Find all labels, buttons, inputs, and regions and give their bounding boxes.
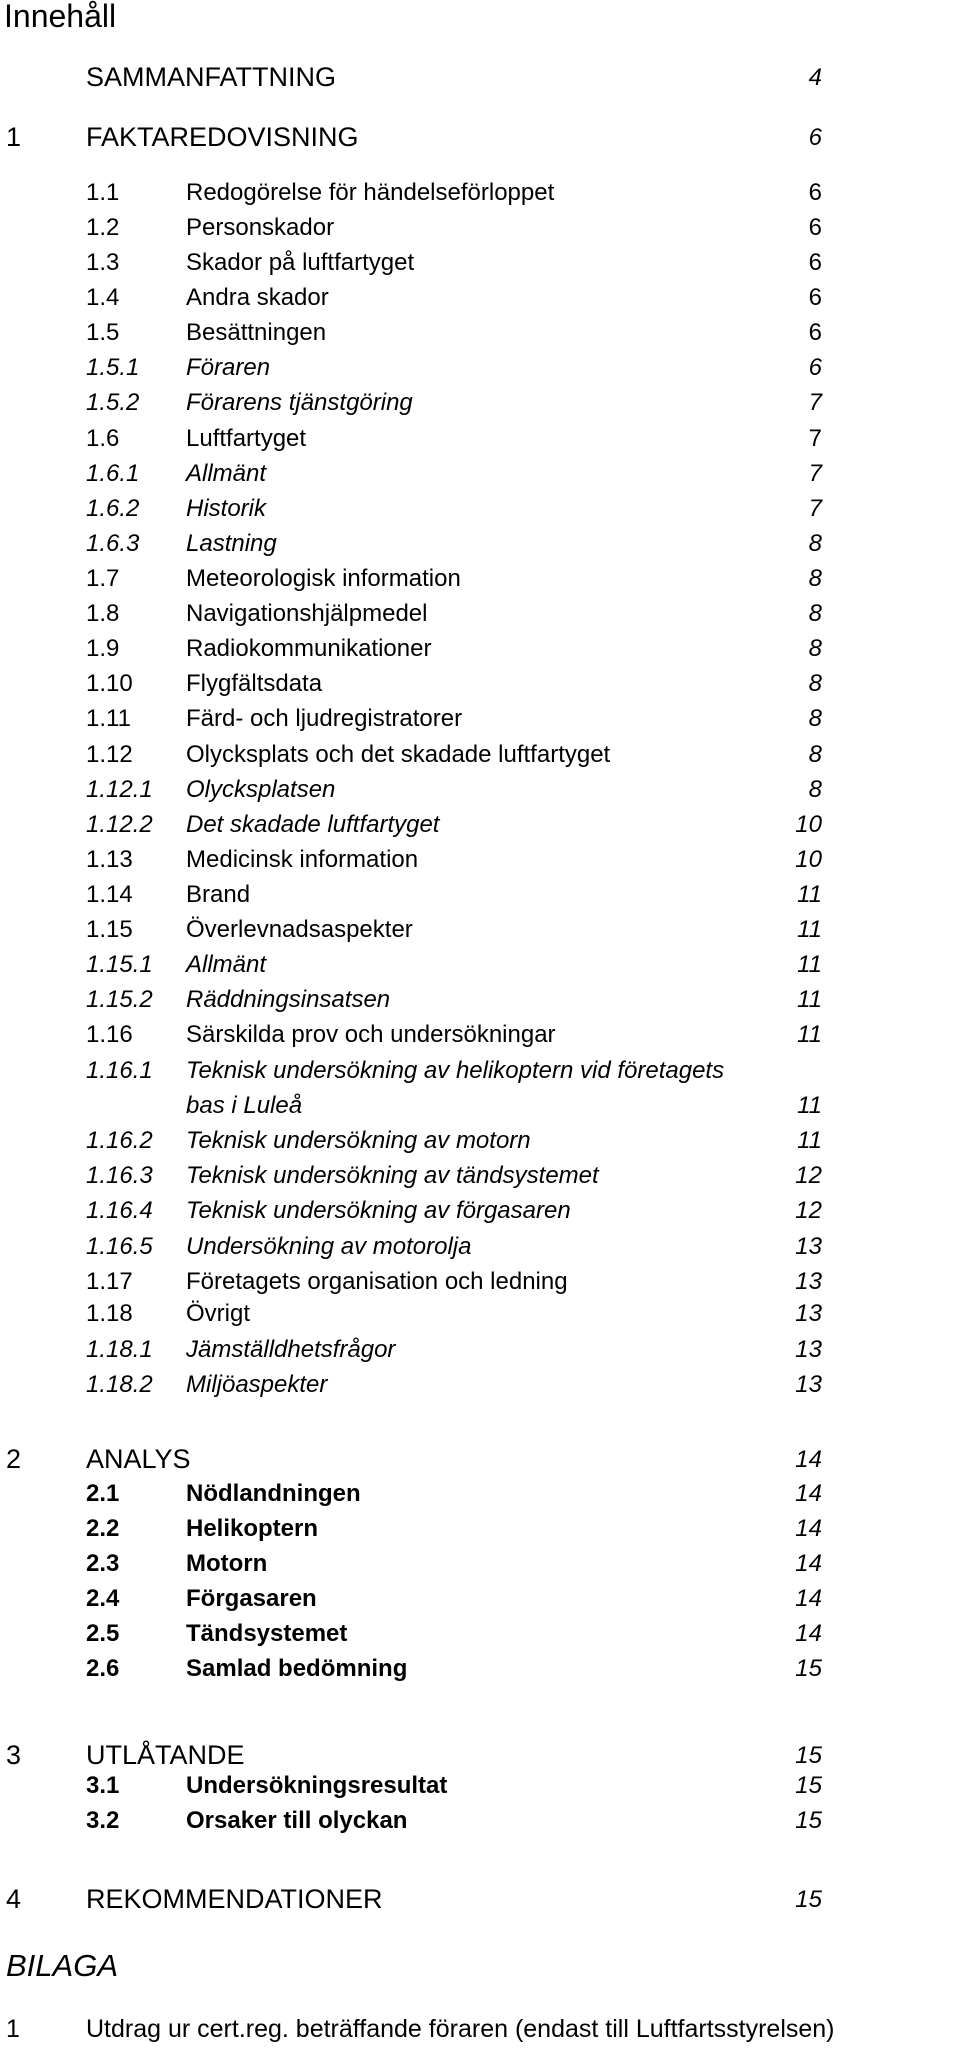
toc-entry-page: 10 [795,811,822,838]
toc-entry-page: 10 [795,846,822,873]
toc-entry-page: 8 [808,635,822,662]
toc-section-page: 6 [808,124,822,151]
toc-entry-label: Redogörelse för händelseförloppet [186,179,555,206]
toc-entry-label: Jämställdhetsfrågor [186,1336,396,1363]
toc-entry-number: 1.5.1 [86,354,140,381]
toc-entry-number: 1.6.3 [86,530,140,557]
toc-entry-number: 1.8 [86,600,120,627]
toc-entry-number: 1.16.2 [86,1127,153,1154]
toc-entry-label: Teknisk undersökning av förgasaren [186,1197,571,1224]
toc-entry-number: 2.4 [86,1585,120,1612]
toc-entry-page: 11 [797,881,822,908]
toc-entry-label: Tändsystemet [186,1620,348,1647]
toc-entry-page: 7 [808,425,822,452]
toc-entry-label: Förgasaren [186,1585,317,1612]
toc-entry-page: 11 [797,1127,822,1154]
toc-entry-number: 2.3 [86,1550,120,1577]
toc-entry-number: 2.6 [86,1655,120,1682]
toc-entry-label: Allmänt [186,460,267,487]
toc-entry-page: 12 [795,1162,822,1189]
toc-entry-number: 1.6 [86,425,120,452]
toc-entry-page: 11 [797,1092,822,1119]
toc-entry-page: 14 [795,1480,822,1507]
toc-entry-label: Meteorologisk information [186,565,461,592]
toc-entry-number: 1.5.2 [86,389,140,416]
toc-entry-number: 1.16.5 [86,1233,153,1260]
appendix-heading: BILAGA [6,1948,118,1983]
toc-entry-page: 8 [808,565,822,592]
toc-entry-page: 6 [808,214,822,241]
toc-entry-number: 1.3 [86,249,120,276]
toc-entry-label: Personskador [186,214,335,241]
toc-entry-label: Särskilda prov och undersökningar [186,1021,556,1048]
toc-entry-page: 8 [808,741,822,768]
toc-entry-page: 6 [808,284,822,311]
appendix-item-label: Utdrag ur cert.reg. beträffande föraren (endast till Luftfartsstyrelsen) [86,2015,835,2043]
toc-entry-label: Samlad bedömning [186,1655,408,1682]
toc-section-label: UTLÅTANDE [86,1740,245,1770]
toc-entry-label: Lastning [186,530,277,557]
toc-entry-page: 15 [795,1772,822,1799]
toc-entry-label: Miljöaspekter [186,1371,328,1398]
toc-entry-label: Brand [186,881,251,908]
toc-entry-label: Teknisk undersökning av motorn [186,1127,531,1154]
toc-entry-page: 15 [795,1807,822,1834]
toc-entry-number: 1.15.1 [86,951,153,978]
toc-entry-number: 1.4 [86,284,120,311]
toc-entry-label: Teknisk undersökning av helikoptern vid företagets [186,1057,725,1084]
toc-entry-number: 1.14 [86,881,133,908]
toc-entry-label: Teknisk undersökning av tändsystemet [186,1162,599,1189]
toc-summary-label: SAMMANFATTNING [86,62,337,92]
toc-entry-number: 1.15 [86,916,133,943]
toc-entry-page: 6 [808,354,822,381]
toc-entry-page: 12 [795,1197,822,1224]
toc-entry-page: 11 [797,916,822,943]
toc-entry-number: 1.12.1 [86,776,153,803]
toc-entry-page: 11 [797,1021,822,1048]
toc-entry-number: 1.18.1 [86,1336,153,1363]
toc-entry-number: 1.5 [86,319,120,346]
toc-section-page: 15 [795,1886,822,1913]
toc-entry-label: Företagets organisation och ledning [186,1268,568,1295]
appendix-item-number: 1 [6,2015,20,2043]
toc-entry-label: Det skadade luftfartyget [186,811,440,838]
toc-entry-page: 13 [795,1233,822,1260]
toc-entry-number: 2.1 [86,1480,120,1507]
toc-entry-number: 1.13 [86,846,133,873]
toc-entry-number: 3.1 [86,1772,120,1799]
toc-entry-label: Historik [186,495,267,522]
toc-section-number: 4 [6,1884,22,1914]
toc-entry-label: Radiokommunikationer [186,635,432,662]
toc-section-number: 2 [6,1444,22,1474]
page-title: Innehåll [4,0,117,34]
toc-entry-number: 1.18 [86,1300,133,1327]
toc-entry-label: Besättningen [186,319,327,346]
toc-entry-number: 1.16.3 [86,1162,153,1189]
toc-entry-number: 1.16 [86,1021,133,1048]
toc-summary-page: 4 [808,64,822,91]
toc-section-label: FAKTAREDOVISNING [86,122,359,152]
toc-entry-page: 6 [808,179,822,206]
toc-entry-number: 1.7 [86,565,120,592]
toc-entry-page: 8 [808,530,822,557]
toc-entry-page: 13 [795,1336,822,1363]
toc-entry-label: Färd- och ljudregistratorer [186,705,463,732]
toc-entry-number: 1.18.2 [86,1371,153,1398]
toc-section-label: REKOMMENDATIONER [86,1884,383,1914]
toc-entry-label: Undersökningsresultat [186,1772,448,1799]
toc-entry-page: 8 [808,776,822,803]
toc-entry-page: 14 [795,1620,822,1647]
toc-entry-label: Luftfartyget [186,425,307,452]
toc-entry-number: 1.6.1 [86,460,140,487]
toc-entry-label: Överlevnadsaspekter [186,916,413,943]
toc-section-page: 15 [795,1742,822,1769]
toc-entry-page: 6 [808,319,822,346]
toc-entry-number: 1.12 [86,741,133,768]
toc-entry-number: 1.9 [86,635,120,662]
toc-entry-number: 2.5 [86,1620,120,1647]
toc-entry-number: 1.11 [86,705,131,732]
toc-entry-label: Skador på luftfartyget [186,249,415,276]
toc-entry-label: Räddningsinsatsen [186,986,391,1013]
toc-entry-label: Undersökning av motorolja [186,1233,472,1260]
toc-section-page: 14 [795,1446,822,1473]
toc-entry-page: 13 [795,1268,822,1295]
toc-entry-label: Motorn [186,1550,268,1577]
toc-entry-number: 1.2 [86,214,120,241]
toc-entry-page: 14 [795,1515,822,1542]
toc-entry-label: Föraren [186,354,271,381]
toc-entry-label: Flygfältsdata [186,670,323,697]
toc-entry-page: 11 [797,986,822,1013]
toc-entry-number: 1.6.2 [86,495,140,522]
toc-entry-number: 1.12.2 [86,811,153,838]
toc-entry-label: Andra skador [186,284,329,311]
toc-entry-number: 2.2 [86,1515,120,1542]
toc-entry-page: 13 [795,1300,822,1327]
toc-entry-page: 6 [808,249,822,276]
toc-entry-page: 14 [795,1585,822,1612]
toc-entry-page: 7 [808,389,822,416]
toc-entry-label: Orsaker till olyckan [186,1807,408,1834]
toc-entry-number: 3.2 [86,1807,120,1834]
toc-entry-number: 1.16.4 [86,1197,153,1224]
toc-entry-label: Olycksplatsen [186,776,336,803]
toc-entry-page: 14 [795,1550,822,1577]
toc-entry-label: Förarens tjänstgöring [186,389,413,416]
toc-section-number: 1 [6,122,22,152]
toc-entry-label-continued: bas i Luleå [186,1092,303,1119]
toc-entry-number: 1.17 [86,1268,133,1295]
toc-entry-page: 8 [808,705,822,732]
toc-entry-label: Medicinsk information [186,846,419,873]
toc-entry-page: 13 [795,1371,822,1398]
toc-entry-page: 8 [808,600,822,627]
toc-entry-number: 1.1 [86,179,120,206]
toc-entry-page: 8 [808,670,822,697]
toc-section-number: 3 [6,1740,22,1770]
toc-section-label: ANALYS [86,1444,191,1474]
toc-entry-page: 15 [795,1655,822,1682]
toc-entry-page: 11 [797,951,822,978]
toc-entry-label: Övrigt [186,1300,251,1327]
toc-entry-number: 1.15.2 [86,986,153,1013]
toc-entry-page: 7 [808,460,822,487]
toc-entry-label: Allmänt [186,951,267,978]
toc-entry-number: 1.10 [86,670,133,697]
toc-entry-label: Navigationshjälpmedel [186,600,428,627]
toc-entry-label: Olycksplats och det skadade luftfartyget [186,741,611,768]
toc-entry-label: Nödlandningen [186,1480,361,1507]
toc-entry-label: Helikoptern [186,1515,319,1542]
toc-entry-number: 1.16.1 [86,1057,153,1084]
toc-entry-page: 7 [808,495,822,522]
